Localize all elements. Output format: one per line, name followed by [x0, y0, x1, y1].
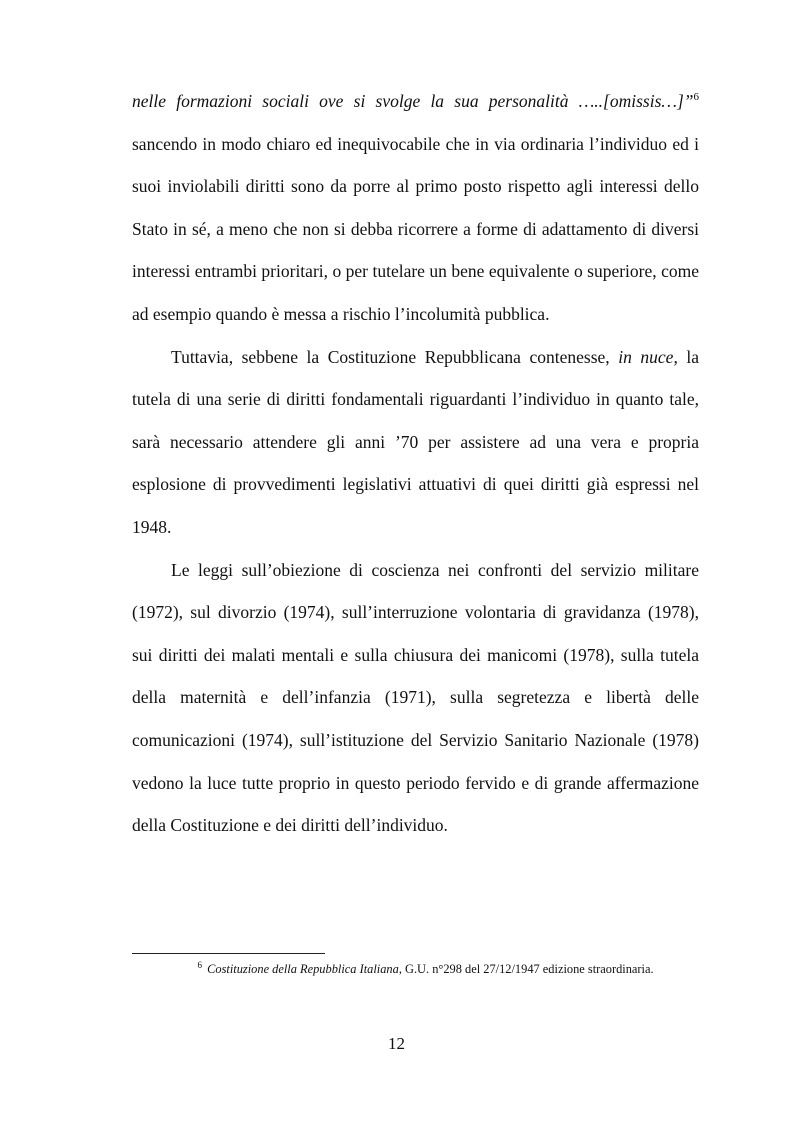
footnote-separator [132, 953, 325, 954]
paragraph-1-text: sancendo in modo chiaro ed inequivocabile che in via ordinaria l’individuo ed i suoi inviolabili diritti sono da porre al primo posto rispetto agli interessi dello Stato in sé, a meno che non si debba ricorrere a forme di adattamento di diversi interessi entrambi prioritari, o per tutelare un bene equivalente o superiore, come ad esempio quando è messa a rischio l’incolumità pubblica. [132, 133, 699, 324]
paragraph-2-text-start: Tuttavia, sebbene la Costituzione Repubblicana contenesse, [171, 346, 619, 367]
footnote-reference[interactable]: 6 [693, 91, 699, 103]
paragraph-2-text-end: , la tutela di una serie di diritti fondamentali riguardanti l’individuo in quanto tale, sarà necessario attendere gli anni ’70 per assistere ad una vera e propria esplosione di provvedimenti legislativi attuativi di quei diritti già espressi nel 1948. [132, 346, 699, 537]
paragraph-3-text: Le leggi sull’obiezione di coscienza nei confronti del servizio militare (1972), sul divorzio (1974), sull’interruzione volontaria di gravidanza (1978), sui diritti dei malati mentali e sulla chiusura dei manicomi (1978), sulla tutela della maternità e dell’infanzia (1971), sulla segretezza e libertà delle comunicazioni (1974), sull’istituzione del Servizio Sanitario Nazionale (1978) vedono la luce tutte proprio in questo periodo fervido e di grande affermazione della Costituzione e dei diritti dell’individuo. [132, 559, 699, 836]
paragraph-3 [132, 549, 699, 847]
footnote-number: 6 [197, 960, 202, 970]
footnote-text: , G.U. n°298 del 27/12/1947 edizione straordinaria. [398, 962, 654, 976]
quote-tail: nelle formazioni sociali ove si svolge la sua personalità …..[omissis…]” [132, 91, 694, 111]
paragraph-1 [132, 80, 699, 336]
footnote-title: Costituzione della Repubblica Italiana [207, 962, 399, 976]
italic-term: in nuce [618, 346, 674, 367]
page-number: 12 [388, 1034, 405, 1053]
body-text [132, 80, 699, 847]
paragraph-2 [132, 336, 699, 549]
footnote [152, 961, 680, 977]
